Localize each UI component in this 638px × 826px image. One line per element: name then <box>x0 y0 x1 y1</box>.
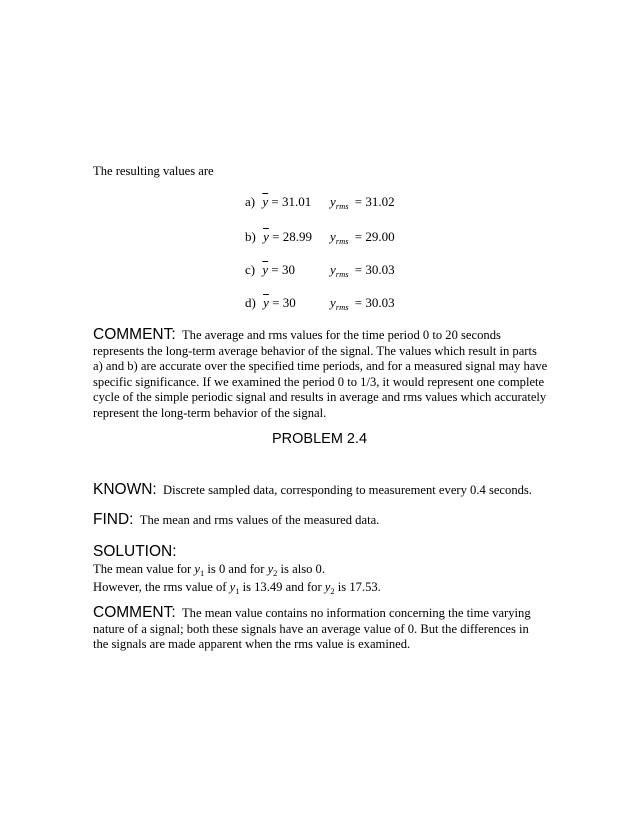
result-label: a) <box>245 194 256 209</box>
intro-text: The resulting values are <box>93 164 214 178</box>
comment-text: The mean value contains no information concerning the time varying <box>181 606 531 620</box>
rms-value: 30.03 <box>365 295 395 310</box>
mean-symbol: $\overline{y}$ <box>263 229 269 244</box>
mean-value: 28.99 <box>282 229 312 244</box>
mean-symbol: $\overline{y}$ <box>262 262 269 277</box>
result-label: d) <box>245 295 256 310</box>
y-symbol: y <box>267 562 274 576</box>
comment-line: represent the long-term behavior of the signal. <box>93 405 327 420</box>
y-symbol: y <box>229 580 236 594</box>
result-label: b) <box>245 229 256 244</box>
result-c <box>245 262 295 278</box>
rms-c <box>330 262 395 278</box>
solution-text: is 13.49 and for <box>239 580 325 594</box>
comment-line: a) and b) are accurate over the specified time periods, and for a measured signal may have <box>93 359 548 374</box>
equals-sign: = <box>272 295 283 310</box>
y-symbol: y <box>194 562 200 576</box>
equals-sign: = <box>354 295 366 310</box>
solution-text: is also 0. <box>277 562 325 576</box>
comment-line: specific significance. If we examined the period 0 to 1/3, it would represent one complete <box>93 374 545 389</box>
result-label: c) <box>245 262 256 277</box>
rms-symbol: y <box>330 262 336 277</box>
rms-b <box>330 229 395 245</box>
equals-sign: = <box>271 194 282 209</box>
comment-text: The average and rms values for the time period 0 to 20 seconds <box>181 328 501 342</box>
rms-symbol: y <box>330 194 336 209</box>
rms-d <box>330 295 395 311</box>
solution-text: is 0 and for <box>204 562 268 576</box>
rms-symbol: y <box>330 229 336 244</box>
result-a <box>245 194 311 210</box>
solution-text: The mean value for <box>93 562 195 576</box>
equals-sign: = <box>354 194 366 209</box>
rms-value: 31.02 <box>365 194 395 209</box>
solution-heading: SOLUTION: <box>93 543 177 560</box>
comment-first-line <box>93 605 548 622</box>
rms-subscript: rms <box>335 302 349 312</box>
result-b <box>245 229 312 245</box>
comment-paragraph-1 <box>93 327 548 422</box>
find-heading: FIND: <box>93 511 134 528</box>
rms-a <box>330 194 395 210</box>
equals-sign: = <box>354 262 366 277</box>
find-line <box>93 511 379 529</box>
solution-text: However, the rms value of <box>93 580 230 594</box>
mean-value: 30 <box>281 262 295 277</box>
comment-paragraph-2 <box>93 605 548 653</box>
known-line <box>93 481 532 499</box>
mean-value: 31.01 <box>281 194 312 209</box>
find-text: The mean and rms values of the measured data. <box>139 513 380 527</box>
mean-value: 30 <box>282 295 296 310</box>
comment-line: represents the long-term average behavior of the signal. The values which result in parts <box>93 343 537 358</box>
solution-text: is 17.53. <box>334 580 381 594</box>
mean-symbol: $\overline{y}$ <box>263 295 269 310</box>
y-symbol: y <box>324 580 331 594</box>
comment-line: the signals are made apparent when the rms value is examined. <box>93 637 411 652</box>
rms-subscript: rms <box>335 269 349 279</box>
y-subscript: 1 <box>235 586 240 596</box>
mean-symbol: $\overline{y}$ <box>262 194 269 209</box>
rms-symbol: y <box>330 295 336 310</box>
equals-sign: = <box>271 262 282 277</box>
comment-first-line <box>93 327 548 344</box>
known-heading: KNOWN: <box>93 481 157 498</box>
y-subscript: 2 <box>273 568 278 578</box>
comment-line: nature of a signal; both these signals have an average value of 0. But the differences in <box>93 621 529 636</box>
y-subscript: 2 <box>330 586 335 596</box>
known-text: Discrete sampled data, corresponding to measurement every 0.4 seconds. <box>163 483 532 497</box>
comment-heading: COMMENT: <box>93 604 176 621</box>
rms-subscript: rms <box>335 236 349 246</box>
rms-value: 29.00 <box>365 229 395 244</box>
problem-title: PROBLEM 2.4 <box>272 431 368 447</box>
comment-heading: COMMENT: <box>93 326 176 343</box>
solution-line-1 <box>93 562 325 577</box>
result-d <box>245 295 296 311</box>
solution-line-2 <box>93 580 381 595</box>
y-subscript: 1 <box>200 568 205 578</box>
rms-value: 30.03 <box>365 262 395 277</box>
equals-sign: = <box>272 229 283 244</box>
rms-subscript: rms <box>335 201 349 211</box>
comment-line: cycle of the simple periodic signal and results in average and rms values which accurately <box>93 390 547 405</box>
equals-sign: = <box>354 229 366 244</box>
